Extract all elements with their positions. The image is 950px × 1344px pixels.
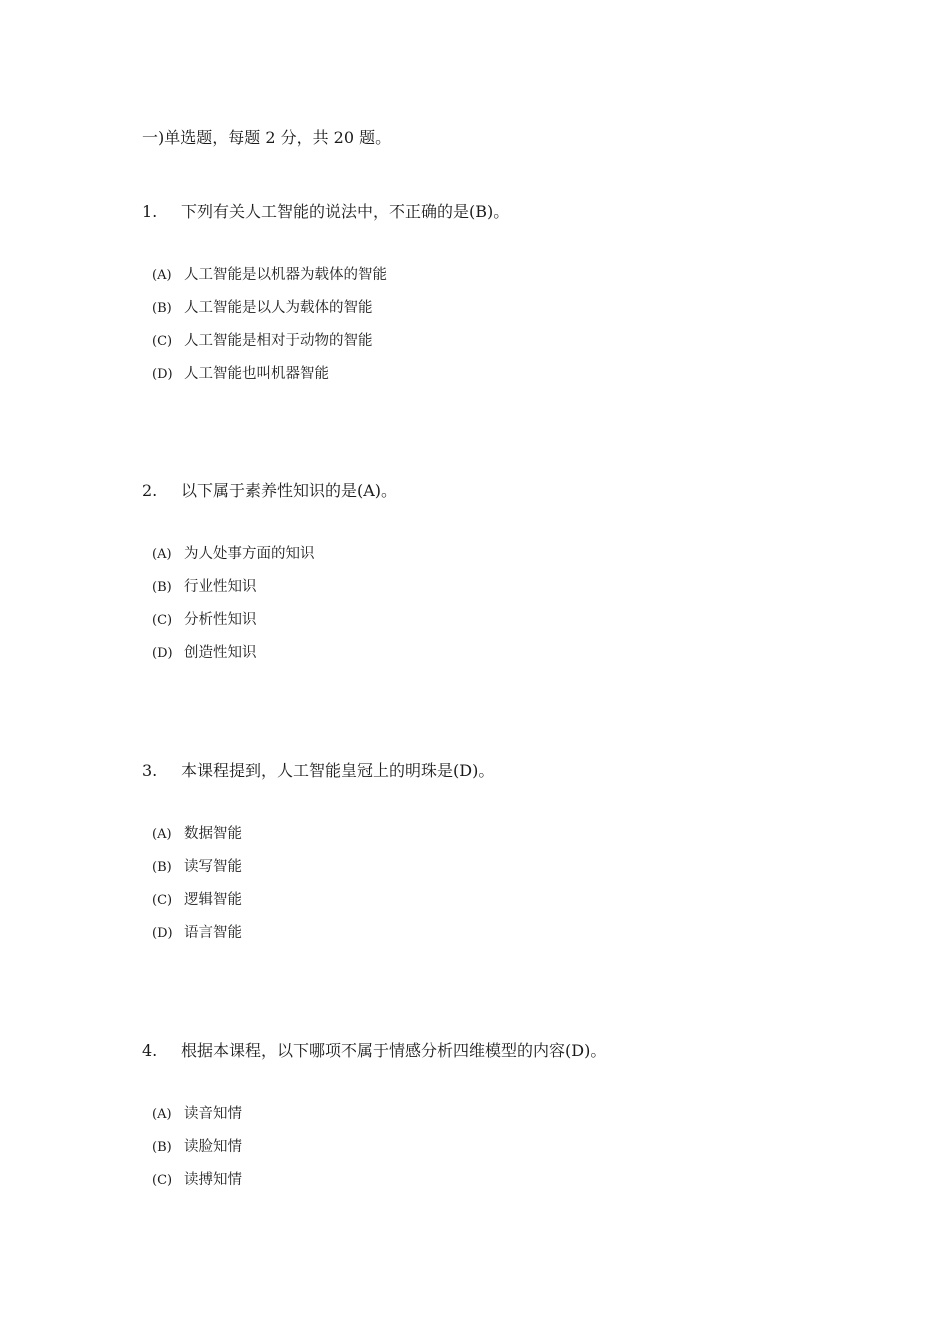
question-text: 本课程提到，人工智能皇冠上的明珠是(D)。 (181, 761, 495, 780)
option-key: (C) (152, 334, 173, 349)
question-number: 1. (142, 202, 158, 221)
question-text: 以下属于素养性知识的是(A)。 (181, 481, 398, 500)
option-key: (D) (152, 367, 173, 382)
option-text: 语言智能 (184, 925, 242, 941)
option-text: 逻辑智能 (184, 892, 242, 908)
option-text: 人工智能也叫机器智能 (184, 366, 329, 382)
question-number: 3. (142, 761, 158, 780)
section-heading: 一)单选题，每题 2 分，共 20 题。 (142, 128, 392, 147)
option-text: 人工智能是以机器为载体的智能 (184, 267, 387, 283)
question-number: 4. (142, 1041, 158, 1060)
option-b (152, 851, 752, 884)
question-text: 下列有关人工智能的说法中，不正确的是(B)。 (181, 202, 510, 221)
option-text: 数据智能 (184, 826, 242, 842)
question-stem (142, 759, 842, 783)
option-text: 行业性知识 (184, 579, 257, 595)
option-text: 读音知情 (184, 1106, 242, 1122)
option-key: (C) (152, 613, 173, 628)
option-list (152, 259, 752, 391)
option-key: (C) (152, 1173, 173, 1188)
option-key: (A) (152, 1107, 172, 1122)
option-c (152, 884, 752, 917)
option-d (152, 358, 752, 391)
option-text: 为人处事方面的知识 (184, 546, 315, 562)
question-text: 根据本课程，以下哪项不属于情感分析四维模型的内容(D)。 (181, 1041, 607, 1060)
question-3 (142, 759, 842, 941)
question-4 (142, 1039, 842, 1188)
option-list (152, 818, 752, 950)
option-key: (A) (152, 827, 172, 842)
option-d (152, 917, 752, 950)
option-text: 人工智能是相对于动物的智能 (184, 333, 373, 349)
question-2 (142, 479, 842, 661)
option-key: (B) (152, 860, 172, 875)
option-list (152, 538, 752, 670)
option-b (152, 1131, 752, 1164)
option-list (152, 1098, 752, 1197)
option-c (152, 325, 752, 358)
option-c (152, 1164, 752, 1197)
option-a (152, 818, 752, 851)
option-key: (B) (152, 580, 172, 595)
option-d (152, 637, 752, 670)
option-key: (A) (152, 268, 172, 283)
option-text: 读脸知情 (184, 1139, 242, 1155)
option-key: (B) (152, 1140, 172, 1155)
option-key: (D) (152, 926, 173, 941)
option-a (152, 1098, 752, 1131)
question-stem (142, 479, 842, 503)
option-key: (B) (152, 301, 172, 316)
question-1 (142, 200, 842, 382)
option-key: (A) (152, 547, 172, 562)
question-number: 2. (142, 481, 158, 500)
option-b (152, 571, 752, 604)
option-b (152, 292, 752, 325)
option-a (152, 538, 752, 571)
question-stem (142, 1039, 842, 1063)
option-text: 读写智能 (184, 859, 242, 875)
option-c (152, 604, 752, 637)
option-a (152, 259, 752, 292)
option-key: (C) (152, 893, 173, 908)
option-text: 分析性知识 (184, 612, 257, 628)
question-stem (142, 200, 842, 224)
option-key: (D) (152, 646, 173, 661)
option-text: 创造性知识 (184, 645, 257, 661)
option-text: 人工智能是以人为载体的智能 (184, 300, 373, 316)
option-text: 读搏知情 (184, 1172, 242, 1188)
